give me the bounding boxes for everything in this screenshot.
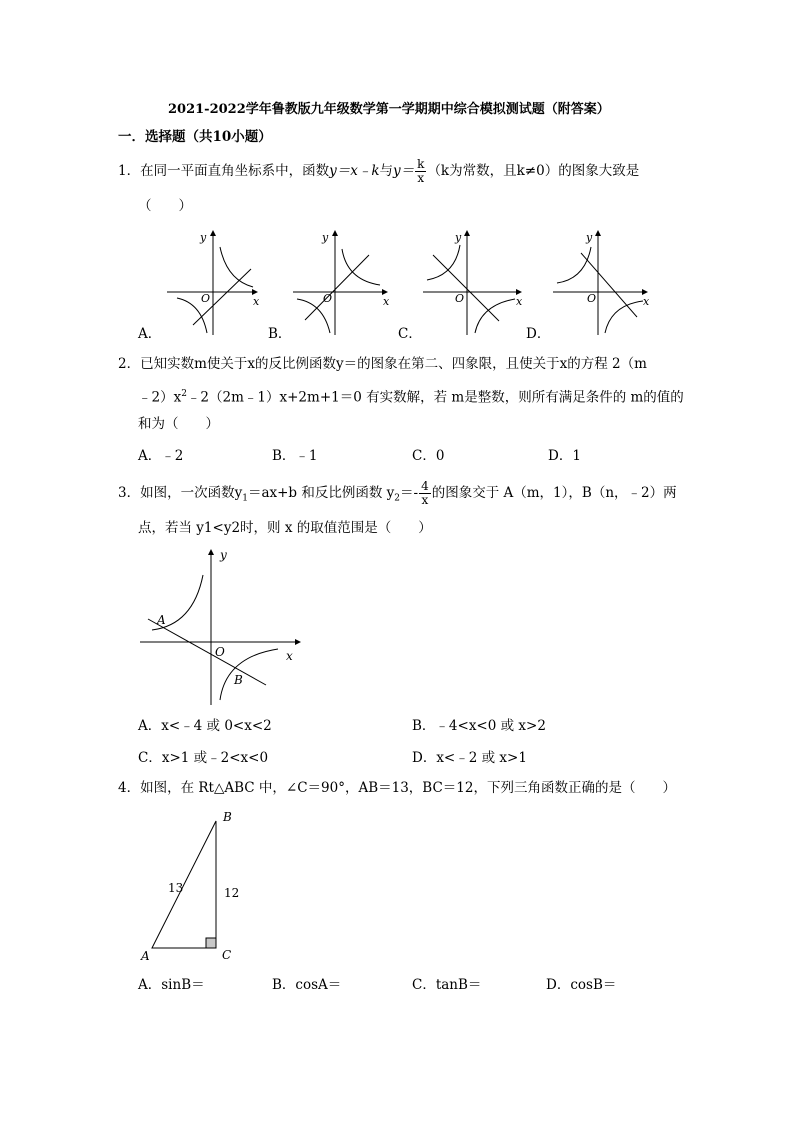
- q4-stem: 4．如图，在 Rt△ABC 中，∠C＝90°，AB＝13，BC＝12，下列三角函数正确的是（ ）: [118, 780, 676, 796]
- line-graph: [433, 255, 499, 321]
- q1-option-c[interactable]: C．: [398, 326, 422, 342]
- q4-option-d[interactable]: D．cosB＝: [546, 977, 617, 993]
- right-angle-mark: [206, 938, 216, 948]
- q4-option-b[interactable]: B．cosA＝: [272, 977, 342, 993]
- x-label: x: [643, 295, 650, 308]
- q3-option-c[interactable]: C．x>1 或﹣2<x<0: [138, 750, 269, 766]
- q3-frac-den: x: [421, 493, 429, 507]
- y-label: y: [586, 231, 593, 244]
- triangle-abc: [152, 821, 216, 948]
- q1-text-pre: 1．在同一平面直角坐标系中，函数: [118, 163, 330, 179]
- q3-line1: [118, 480, 677, 509]
- vertex-c-label: C: [222, 948, 232, 962]
- x-label: x: [516, 295, 523, 308]
- point-a-label: A: [157, 613, 166, 627]
- q2-line3: 和为（ ）: [138, 416, 219, 432]
- origin-label: O: [201, 292, 211, 305]
- line-graph: [581, 253, 637, 317]
- q3-option-a[interactable]: A．x<﹣4 或 0<x<2: [138, 718, 272, 734]
- q1-graph-b: [285, 225, 395, 340]
- linear-function-line: [148, 619, 266, 685]
- q2-option-b[interactable]: B．﹣1: [272, 448, 318, 464]
- hyperbola-branch-lower: [220, 649, 278, 700]
- section-heading: 一．选择题（共10小题）: [118, 129, 272, 145]
- q3-text-pre: 3．如图，一次函数y: [118, 485, 243, 501]
- side-ab-length: 13: [168, 881, 184, 895]
- point-b-label: B: [234, 673, 243, 687]
- q1-text-post: （k为常数，且k≠0）的图象大致是: [427, 163, 640, 179]
- q1-fraction: [415, 158, 426, 185]
- q3-graph: [138, 545, 308, 705]
- hyperbola-branch: [605, 301, 643, 333]
- q1-option-b[interactable]: B．: [268, 326, 292, 342]
- q1-eq1: y＝x﹣k: [329, 163, 380, 179]
- q3-line2: 点，若当 y1<y2时，则 x 的取值范围是（ ）: [138, 520, 432, 536]
- vertex-a-label: A: [141, 949, 150, 963]
- q3-text-post: 的图象交于 A（m，1），B（n，﹣2）两: [431, 485, 677, 501]
- q2-superscript: 2: [181, 389, 187, 399]
- line-graph: [305, 255, 369, 320]
- q3-frac-num: 4: [421, 479, 429, 493]
- q2-option-a[interactable]: A．﹣2: [138, 448, 184, 464]
- q4-option-c[interactable]: C．tanB＝: [412, 977, 482, 993]
- origin-label: O: [215, 645, 225, 659]
- q1-eq2: y＝: [393, 163, 415, 179]
- side-bc-length: 12: [224, 886, 240, 900]
- q3-text-mid: ＝ax+b 和反比例函数 y: [247, 485, 395, 501]
- vertex-b-label: B: [223, 810, 232, 824]
- q1-stem: [118, 158, 639, 185]
- origin-label: O: [323, 292, 333, 305]
- q1-text-mid: 与: [379, 163, 394, 179]
- q1-frac-den: x: [417, 171, 425, 185]
- y-label: y: [220, 548, 227, 562]
- q3-sub2: 2: [394, 493, 401, 504]
- hyperbola-branch: [342, 249, 380, 285]
- x-label: x: [286, 649, 293, 663]
- q2-line2-post: ﹣2（2m﹣1）x+2m+1＝0 有实数解，若 m是整数，则所有满足条件的 m的值的: [186, 389, 684, 406]
- hyperbola-branch: [557, 247, 591, 283]
- hyperbola-branch: [427, 245, 460, 280]
- q4-triangle: [135, 805, 245, 965]
- q1-frac-num: k: [417, 157, 425, 171]
- q3-frac-sign: -: [413, 485, 419, 501]
- x-label: x: [383, 295, 390, 308]
- origin-label: O: [455, 292, 465, 305]
- q1-graph-d: [545, 225, 655, 340]
- q3-fraction: [419, 480, 431, 507]
- q1-option-d[interactable]: D．: [526, 326, 551, 342]
- q2-option-c[interactable]: C．0: [412, 448, 445, 464]
- q2-option-d[interactable]: D．1: [548, 448, 581, 464]
- q3-option-d[interactable]: D．x<﹣2 或 x>1: [412, 750, 527, 766]
- q3-sub1: 1: [242, 493, 248, 504]
- y-label: y: [322, 231, 329, 244]
- origin-label: O: [587, 292, 597, 305]
- q4-option-a[interactable]: A．sinB＝: [138, 977, 205, 993]
- y-label: y: [200, 231, 207, 244]
- q2-line2: [138, 384, 684, 408]
- q1-graph-c: [415, 225, 530, 340]
- hyperbola-branch: [220, 247, 253, 287]
- q1-graph-a: [155, 225, 265, 340]
- q3-option-b[interactable]: B．﹣4<x<0 或 x>2: [412, 718, 546, 734]
- q1-answer-paren: （ ）: [138, 198, 192, 214]
- q2-line2-pre: ﹣2）x: [138, 389, 182, 406]
- x-label: x: [253, 295, 260, 308]
- hyperbola-branch: [475, 299, 515, 333]
- q1-option-a[interactable]: A．: [138, 326, 162, 342]
- q3-eq: ＝: [400, 485, 414, 501]
- q2-line1: 2．已知实数m使关于x的反比例函数y＝的图象在第二、四象限，且使关于x的方程 2（m: [118, 356, 647, 372]
- y-label: y: [455, 231, 462, 244]
- page-title: 2021-2022学年鲁教版九年级数学第一学期期中综合模拟测试题（附答案）: [168, 102, 610, 117]
